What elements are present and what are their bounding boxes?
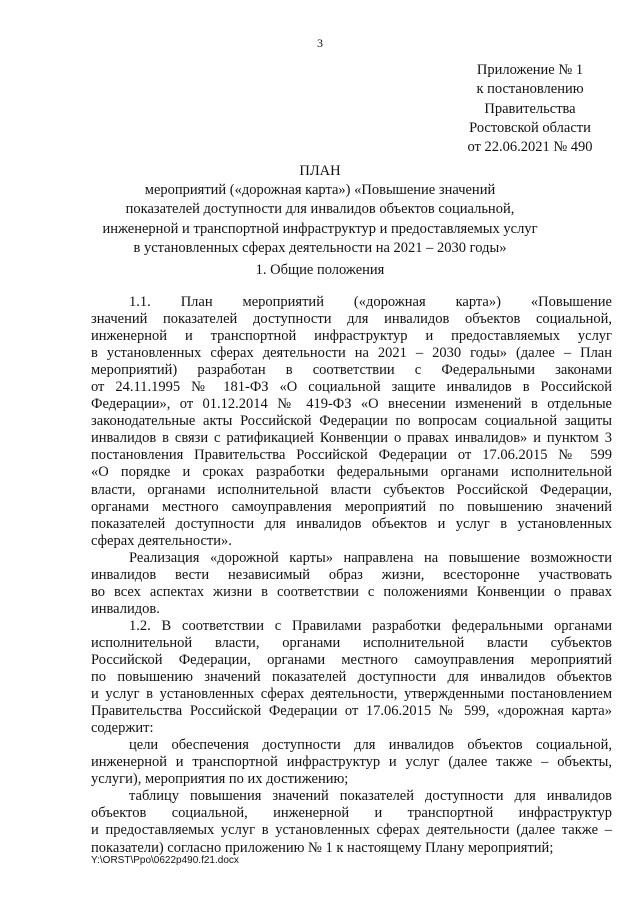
- body-line: инвалидов вести независимый образ жизни, всесторонне участвовать: [91, 566, 612, 583]
- body-line: постановления Правительства Российской Федерации от 17.06.2015 № 599: [91, 447, 612, 464]
- body-line: значений показателей доступности для инвалидов объектов социальной,: [91, 311, 612, 328]
- body-line: исполнительной власти, органами исполнительной власти субъектов: [91, 634, 612, 651]
- body-line: показателей доступности для инвалидов объектов и услуг в установленных: [91, 515, 612, 532]
- body-line: инженерной и транспортной инфраструктур и предоставляемых услуг: [91, 328, 612, 345]
- title-line: мероприятий («дорожная карта») «Повышение значений: [144, 182, 496, 199]
- body-line: и услуг в установленных сферах деятельности, утвержденными постановлением: [91, 686, 612, 703]
- body-line: мероприятий) разработан в соответствии с Федеральными законами: [91, 362, 612, 379]
- appendix-reference: [440, 61, 620, 157]
- title-line: показателей доступности для инвалидов объектов социальной,: [125, 201, 515, 218]
- body-line: инвалидов.: [91, 600, 160, 617]
- body-line: 1.2. В соответствии с Правилами разработки федеральными органами: [129, 617, 612, 634]
- appendix-line: Правительства: [484, 100, 576, 117]
- section-heading: 1. Общие положения: [255, 262, 385, 278]
- title-heading: ПЛАН: [299, 163, 341, 179]
- document-title: [60, 162, 580, 258]
- body-line: 1.1. План мероприятий («дорожная карта») «Повышение: [129, 294, 612, 310]
- body-line: содержит:: [91, 720, 154, 737]
- body-line: цели обеспечения доступности для инвалидов объектов социальной,: [129, 737, 612, 754]
- body-line: Российской Федерации, органами местного самоуправления мероприятий: [91, 651, 612, 668]
- body-line: законодательные акты Российской Федерации по вопросам социальной защиты: [91, 413, 612, 430]
- appendix-line: к постановлению: [476, 81, 584, 98]
- body-line: сферах деятельности».: [91, 532, 232, 549]
- body-line: инженерной и транспортной инфраструктур и услуг (далее также – объекты,: [91, 754, 612, 771]
- body-line: услуги), мероприятия по их достижению;: [91, 771, 349, 788]
- body-line: власти, органами исполнительной власти субъектов Российской Федерации,: [91, 481, 612, 498]
- page-number: 3: [317, 36, 323, 50]
- title-line: инженерной и транспортной инфраструктур и предоставляемых услуг: [102, 220, 538, 237]
- body-line: инвалидов в связи с ратификацией Конвенции о правах инвалидов» и пунктом 3: [91, 430, 612, 447]
- body-line: Федерации», от 01.12.2014 № 419-ФЗ «О внесении изменений в отдельные: [91, 396, 612, 413]
- body-line: «О порядке и сроках разработки федеральными органами исполнительной: [91, 464, 612, 481]
- appendix-line: от 22.06.2021 № 490: [467, 139, 593, 156]
- appendix-line: Приложение № 1: [476, 62, 584, 78]
- body-line: по повышению значений показателей доступности для инвалидов объектов: [91, 669, 612, 686]
- body-line: органами местного самоуправления мероприятий по повышению значений: [91, 498, 612, 515]
- body-line: во всех аспектах жизни в соответствии с положениями Конвенции о правах: [91, 583, 612, 600]
- body-line: Реализация «дорожной карты» направлена на повышение возможности: [129, 549, 612, 566]
- file-path-footer: Y:\ORST\Ppo\0622p490.f21.docx: [91, 855, 239, 866]
- body-line: объектов социальной, инженерной и транспортной инфраструктур: [91, 805, 612, 822]
- body-line: Правительства Российской Федерации от 17.06.2015 № 599, «дорожная карта»: [91, 703, 612, 720]
- title-line: в установленных сферах деятельности на 2021 – 2030 годы»: [133, 239, 507, 256]
- body-line: таблицу повышения значений показателей доступности для инвалидов: [129, 788, 612, 805]
- appendix-line: Ростовской области: [469, 119, 591, 136]
- body-text: [91, 294, 612, 857]
- body-line: от 24.11.1995 № 181-ФЗ «О социальной защите инвалидов в Российской: [91, 379, 612, 396]
- body-line: в установленных сферах деятельности на 2021 – 2030 годы» (далее – План: [91, 345, 612, 362]
- body-line: и предоставляемых услуг в установленных сферах деятельности (далее также –: [91, 822, 612, 839]
- body-line: показатели) согласно приложению № 1 к настоящему Плану мероприятий;: [91, 839, 554, 856]
